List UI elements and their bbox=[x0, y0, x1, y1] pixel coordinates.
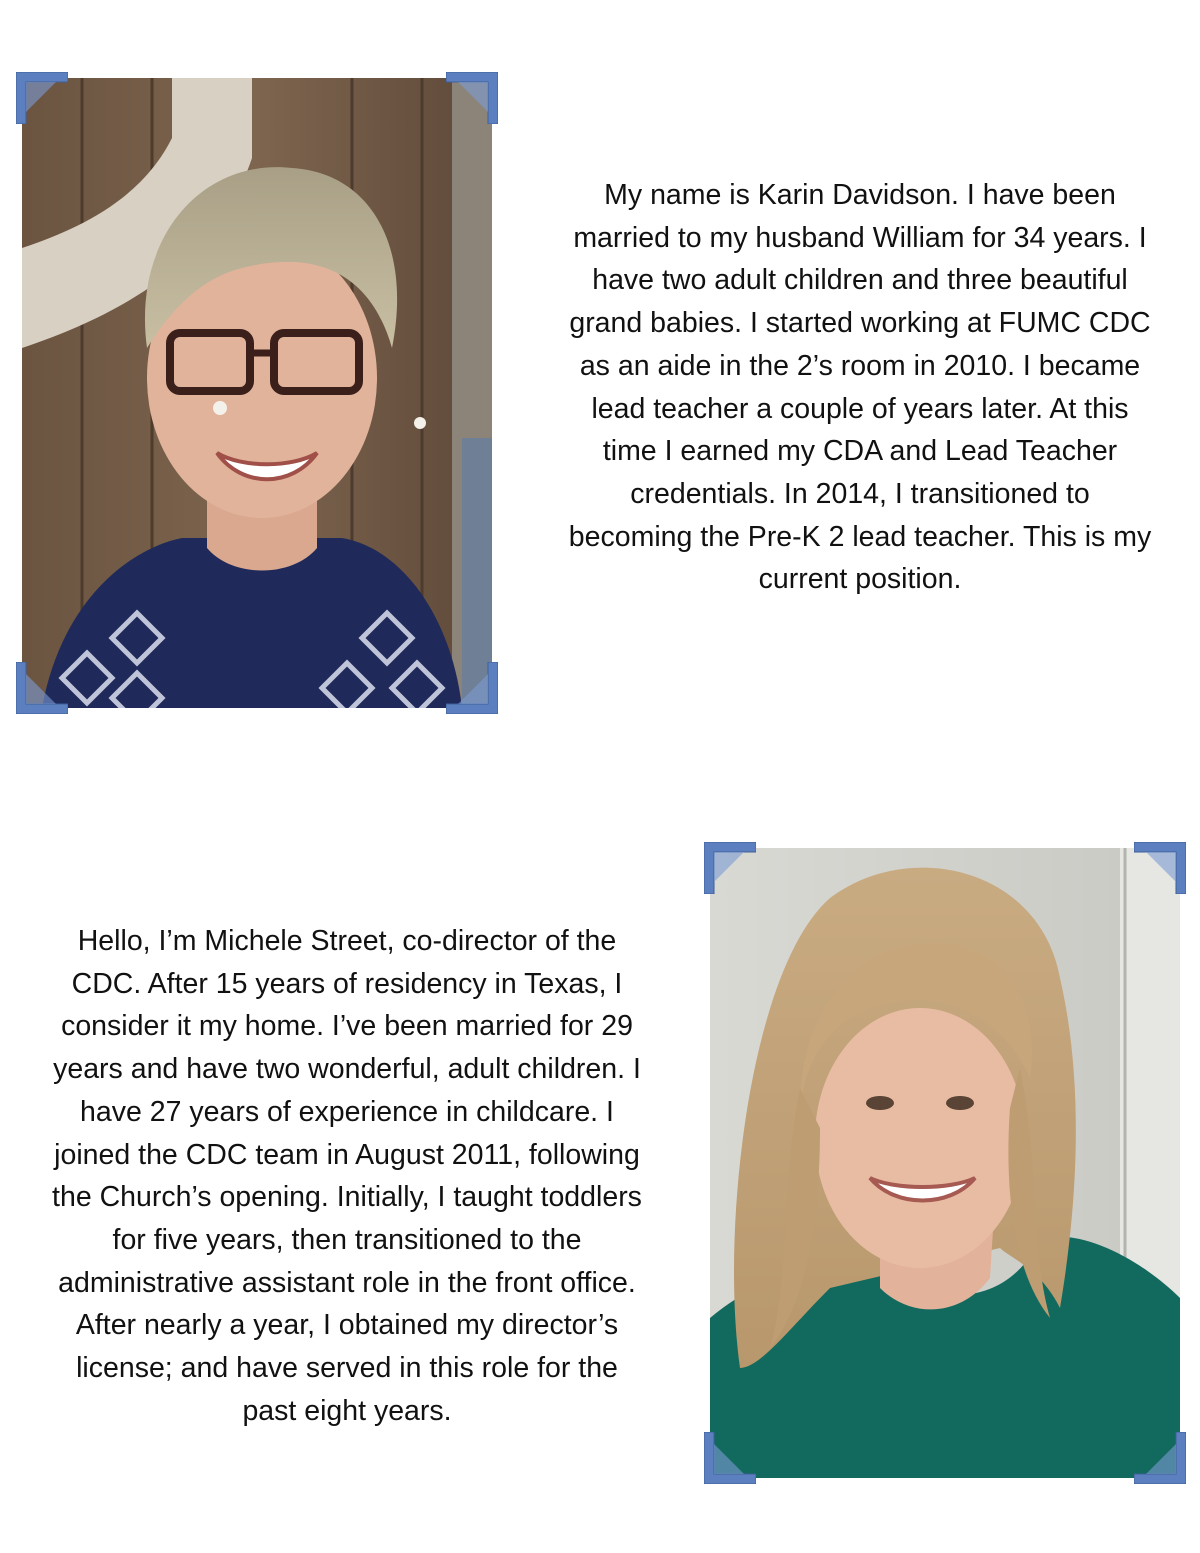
bio-line: time I earned my CDA and Lead Teacher bbox=[602, 435, 1118, 468]
bio-line: current position. bbox=[758, 563, 962, 596]
bio-line: have 27 years of experience in childcare. I bbox=[80, 1095, 614, 1128]
bio-line: Hello, I’m Michele Street, co-director of the bbox=[77, 925, 617, 957]
michele-photo-frame bbox=[704, 842, 1186, 1484]
bio-line: After nearly a year, I obtained my director’s bbox=[75, 1309, 619, 1342]
bio-line: as an aide in the 2’s room in 2010. I became bbox=[579, 349, 1141, 382]
photo-corner-icon bbox=[16, 662, 68, 714]
bio-line: grand babies. I started working at FUMC CDC bbox=[569, 307, 1151, 340]
photo-corner-icon bbox=[704, 1432, 756, 1484]
bio-line: CDC. After 15 years of residency in Texas, I bbox=[71, 967, 623, 1000]
bio-line: My name is Karin Davidson. I have been bbox=[604, 179, 1116, 211]
michele-photo bbox=[710, 848, 1180, 1478]
bio-line: have two adult children and three beautiful bbox=[592, 264, 1128, 297]
bio-line: married to my husband William for 34 years. I bbox=[573, 221, 1147, 254]
bio-line: the Church’s opening. Initially, I taught toddlers bbox=[52, 1181, 642, 1214]
bio-line: for five years, then transitioned to the bbox=[112, 1223, 582, 1256]
karin-photo-frame bbox=[16, 72, 498, 714]
bio-line: consider it my home. I’ve been married for 29 bbox=[61, 1010, 633, 1043]
bio-line: credentials. In 2014, I transitioned to bbox=[630, 477, 1090, 510]
portrait-karin-davidson-icon bbox=[22, 78, 492, 708]
karin-photo bbox=[22, 78, 492, 708]
bio-line: lead teacher a couple of years later. At this bbox=[591, 392, 1129, 425]
karin-bio bbox=[530, 174, 1190, 601]
photo-corner-icon bbox=[446, 662, 498, 714]
michele-bio bbox=[12, 920, 682, 1432]
photo-corner-icon bbox=[704, 842, 756, 894]
bio-line: license; and have served in this role for the bbox=[76, 1352, 618, 1385]
portrait-michele-street-icon bbox=[710, 848, 1180, 1478]
photo-corner-icon bbox=[1134, 1432, 1186, 1484]
bio-line: administrative assistant role in the front office. bbox=[58, 1266, 636, 1299]
bio-line: becoming the Pre-K 2 lead teacher. This is my bbox=[568, 520, 1152, 553]
photo-corner-icon bbox=[16, 72, 68, 124]
bio-line: years and have two wonderful, adult children. I bbox=[53, 1053, 641, 1086]
bio-line: past eight years. bbox=[242, 1394, 452, 1427]
photo-corner-icon bbox=[1134, 842, 1186, 894]
bio-line: joined the CDC team in August 2011, following bbox=[54, 1138, 640, 1171]
photo-corner-icon bbox=[446, 72, 498, 124]
